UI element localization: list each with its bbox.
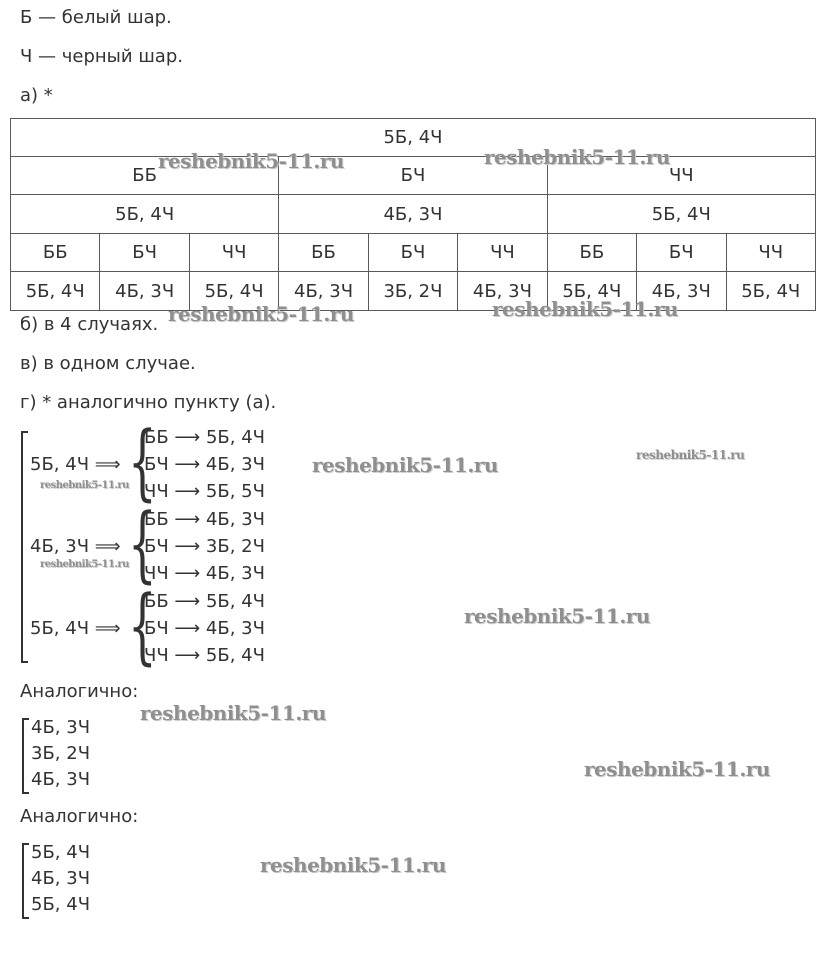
- tree-draw: ББ: [279, 234, 368, 272]
- case-row: ЧЧ ⟶ 5Б, 5Ч: [144, 481, 265, 502]
- case-row: ББ ⟶ 5Б, 4Ч: [144, 427, 265, 448]
- similar-item: 4Б, 3Ч: [31, 717, 91, 738]
- tree-state: 4Б, 3Ч: [458, 272, 547, 311]
- similar-label-1: Аналогично:: [20, 681, 139, 702]
- watermark: reshebnik5-11.ru: [636, 448, 745, 462]
- tree-state: 3Б, 2Ч: [368, 272, 457, 311]
- tree-state: 5Б, 4Ч: [547, 272, 636, 311]
- definition-black: Ч — черный шар.: [20, 46, 183, 67]
- case-row: ББ ⟶ 4Б, 3Ч: [144, 509, 265, 530]
- tree-draw: ЧЧ: [726, 234, 816, 272]
- tree-state: 5Б, 4Ч: [547, 195, 815, 234]
- square-bracket-2: [22, 843, 29, 919]
- curly-brace: {: [128, 415, 157, 510]
- case-state: 5Б, 4Ч ⟹: [30, 618, 121, 639]
- part-a-label: а) *: [20, 85, 53, 106]
- similar-label-2: Аналогично:: [20, 806, 139, 827]
- tree-state: 5Б, 4Ч: [11, 195, 279, 234]
- tree-draw: ББ: [11, 234, 100, 272]
- watermark: reshebnik5-11.ru: [140, 701, 326, 725]
- watermark: reshebnik5-11.ru: [40, 559, 129, 570]
- tree-state: 4Б, 3Ч: [637, 272, 726, 311]
- watermark: reshebnik5-11.ru: [464, 604, 650, 628]
- similar-item: 4Б, 3Ч: [31, 769, 91, 790]
- watermark: reshebnik5-11.ru: [484, 145, 670, 169]
- watermark: reshebnik5-11.ru: [168, 302, 354, 326]
- case-row: БЧ ⟶ 3Б, 2Ч: [144, 536, 265, 557]
- tree-draw: ББ: [11, 157, 279, 195]
- tree-state: 5Б, 4Ч: [726, 272, 816, 311]
- tree-state: 4Б, 3Ч: [279, 195, 547, 234]
- tree-draw: БЧ: [637, 234, 726, 272]
- case-row: ЧЧ ⟶ 5Б, 4Ч: [144, 645, 265, 666]
- case-row: БЧ ⟶ 4Б, 3Ч: [144, 454, 265, 475]
- watermark: reshebnik5-11.ru: [40, 480, 129, 491]
- tree-root: 5Б, 4Ч: [11, 119, 816, 157]
- case-row: ББ ⟶ 5Б, 4Ч: [144, 591, 265, 612]
- curly-brace: {: [128, 579, 157, 674]
- outer-square-bracket: [21, 431, 28, 663]
- tree-draw: БЧ: [279, 157, 547, 195]
- tree-state: 4Б, 3Ч: [100, 272, 189, 311]
- case-row: ЧЧ ⟶ 4Б, 3Ч: [144, 563, 265, 584]
- similar-item: 4Б, 3Ч: [31, 868, 91, 889]
- part-g-answer: г) * аналогично пункту (а).: [20, 392, 277, 413]
- tree-draw: ЧЧ: [547, 157, 815, 195]
- case-state: 4Б, 3Ч ⟹: [30, 536, 121, 557]
- watermark: reshebnik5-11.ru: [312, 453, 498, 477]
- watermark: reshebnik5-11.ru: [260, 853, 446, 877]
- watermark: reshebnik5-11.ru: [158, 149, 344, 173]
- part-v-answer: в) в одном случае.: [20, 353, 196, 374]
- case-row: БЧ ⟶ 4Б, 3Ч: [144, 618, 265, 639]
- case-state: 5Б, 4Ч ⟹: [30, 454, 121, 475]
- part-b-answer: б) в 4 случаях.: [20, 314, 159, 335]
- tree-draw: ЧЧ: [189, 234, 278, 272]
- tree-state: 5Б, 4Ч: [11, 272, 100, 311]
- similar-item: 5Б, 4Ч: [31, 894, 91, 915]
- tree-draw: БЧ: [100, 234, 189, 272]
- tree-state: 4Б, 3Ч: [279, 272, 368, 311]
- similar-item: 3Б, 2Ч: [31, 743, 91, 764]
- tree-draw: ЧЧ: [458, 234, 547, 272]
- watermark: reshebnik5-11.ru: [584, 757, 770, 781]
- tree-draw: ББ: [547, 234, 636, 272]
- watermark: reshebnik5-11.ru: [492, 297, 678, 321]
- tree-state: 5Б, 4Ч: [189, 272, 278, 311]
- tree-draw: БЧ: [368, 234, 457, 272]
- square-bracket-1: [22, 718, 29, 794]
- curly-brace: {: [128, 497, 157, 592]
- definition-white: Б — белый шар.: [20, 7, 172, 28]
- similar-item: 5Б, 4Ч: [31, 842, 91, 863]
- outcome-tree-table: [10, 118, 816, 311]
